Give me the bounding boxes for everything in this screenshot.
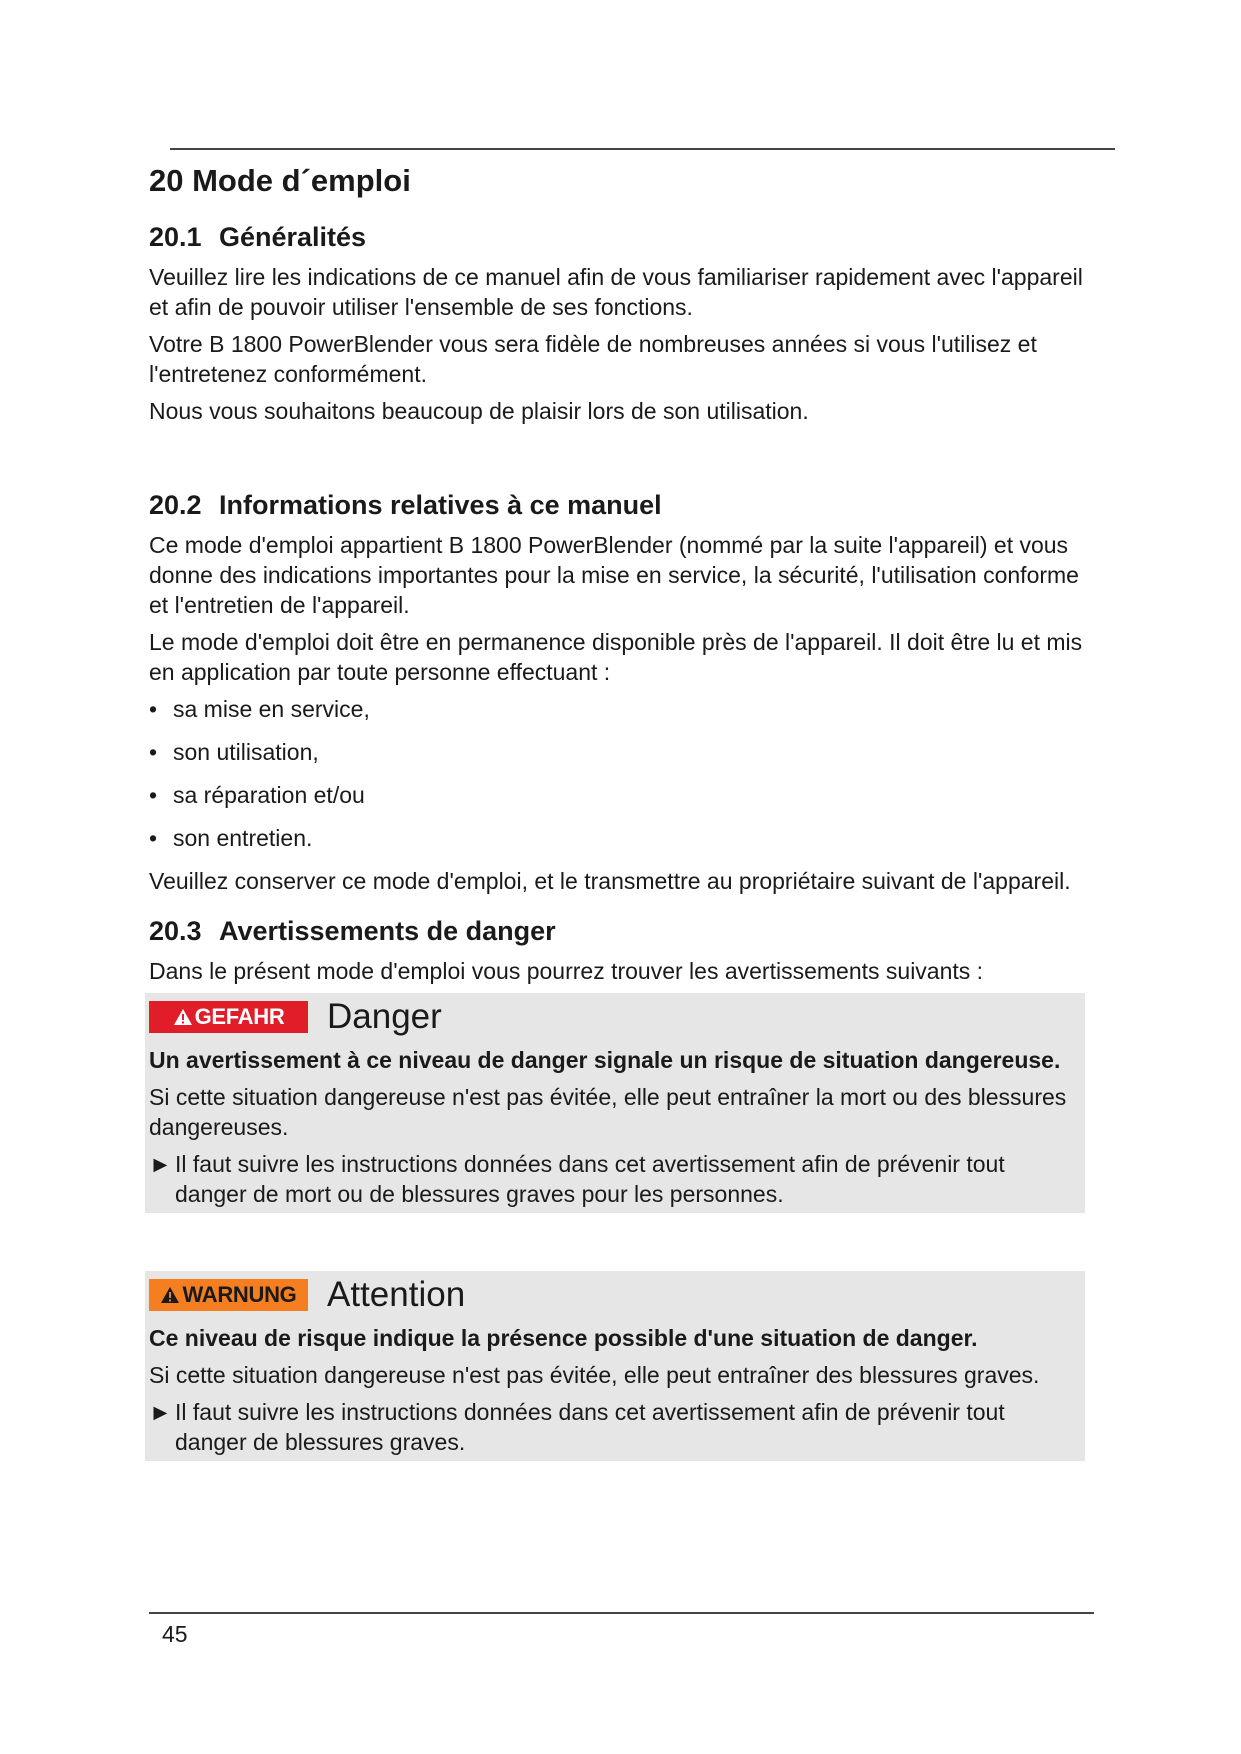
list-item [149, 823, 1099, 853]
paragraph: Ce mode d'emploi appartient B 1800 PowerBlender (nommé par la suite l'appareil) et vous donne des indications importantes pour la mise en service, la sécurité, l'utilisation conforme et l'entretien de l'appareil. [149, 532, 1079, 618]
header-rule [170, 148, 1115, 150]
warning-box [145, 1271, 1085, 1461]
danger-box [145, 993, 1085, 1213]
warnung-badge [149, 1279, 308, 1311]
warning-triangle-icon [160, 1286, 180, 1304]
section-title: Généralités [219, 222, 367, 252]
section-title: Informations relatives à ce manuel [219, 490, 662, 520]
section-number: 20.1 [149, 222, 202, 252]
badge-label: WARNUNG [182, 1282, 297, 1307]
danger-lead: Un avertissement à ce niveau de danger signale un risque de situation dangereuse. [149, 1047, 1061, 1073]
list-item-text: sa réparation et/ou [173, 782, 365, 808]
danger-title: Danger [327, 997, 442, 1036]
danger-step [149, 1149, 1075, 1209]
paragraph: Dans le présent mode d'emploi vous pourrez trouver les avertissements suivants : [149, 958, 984, 984]
warning-header [149, 1273, 1075, 1317]
list-item-text: sa mise en service, [173, 696, 370, 722]
list-item [149, 780, 1099, 810]
paragraph: Nous vous souhaitons beaucoup de plaisir lors de son utilisation. [149, 398, 809, 424]
page-content [149, 162, 1099, 1461]
list-item [149, 694, 1099, 724]
badge-label: GEFAHR [194, 1004, 285, 1029]
danger-header [149, 995, 1075, 1039]
arrow-icon: ► [149, 1151, 172, 1177]
section-heading [149, 914, 1099, 948]
list-item-text: son entretien. [173, 825, 313, 851]
warning-text: Si cette situation dangereuse n'est pas évitée, elle peut entraîner des blessures graves. [149, 1362, 1040, 1388]
gefahr-badge [149, 1001, 308, 1033]
bullet-icon: • [149, 739, 158, 765]
bullet-icon: • [149, 696, 158, 722]
warning-step [149, 1397, 1075, 1457]
bullet-icon: • [149, 782, 158, 808]
warning-triangle-icon [173, 1008, 193, 1026]
danger-text: Si cette situation dangereuse n'est pas évitée, elle peut entraîner la mort ou des blessures dangereuses. [149, 1084, 1067, 1140]
arrow-icon: ► [149, 1399, 172, 1425]
section-number: 20.2 [149, 490, 202, 520]
paragraph: Veuillez lire les indications de ce manuel afin de vous familiariser rapidement avec l'appareil et afin de pouvoir utiliser l'ensemble de ses fonctions. [149, 264, 1083, 320]
bullet-icon: • [149, 825, 158, 851]
bullet-list [149, 694, 1099, 853]
section-title: Avertissements de danger [219, 916, 556, 946]
step-text: Il faut suivre les instructions données dans cet avertissement afin de prévenir tout danger de blessures graves. [175, 1399, 1005, 1455]
chapter-title: 20 Mode d´emploi [149, 163, 411, 198]
section-heading [149, 220, 1099, 254]
warning-lead: Ce niveau de risque indique la présence possible d'une situation de danger. [149, 1325, 978, 1351]
section-heading [149, 488, 1099, 522]
section-avertissements [149, 914, 1099, 1461]
paragraph: Votre B 1800 PowerBlender vous sera fidèle de nombreuses années si vous l'utilisez et l'entretenez conformément. [149, 331, 1037, 387]
section-number: 20.3 [149, 916, 202, 946]
paragraph: Le mode d'emploi doit être en permanence disponible près de l'appareil. Il doit être lu et mis en application par toute personne effectuant : [149, 629, 1083, 685]
section-generalites [149, 220, 1099, 426]
list-item-text: son utilisation, [173, 739, 319, 765]
page-number: 45 [162, 1621, 188, 1647]
list-item [149, 737, 1099, 767]
paragraph: Veuillez conserver ce mode d'emploi, et le transmettre au propriétaire suivant de l'appareil. [149, 868, 1071, 894]
warning-title: Attention [327, 1275, 466, 1314]
step-text: Il faut suivre les instructions données dans cet avertissement afin de prévenir tout danger de mort ou de blessures graves pour les personnes. [175, 1151, 1005, 1207]
section-informations-manuel [149, 488, 1099, 896]
footer-rule [149, 1612, 1094, 1614]
